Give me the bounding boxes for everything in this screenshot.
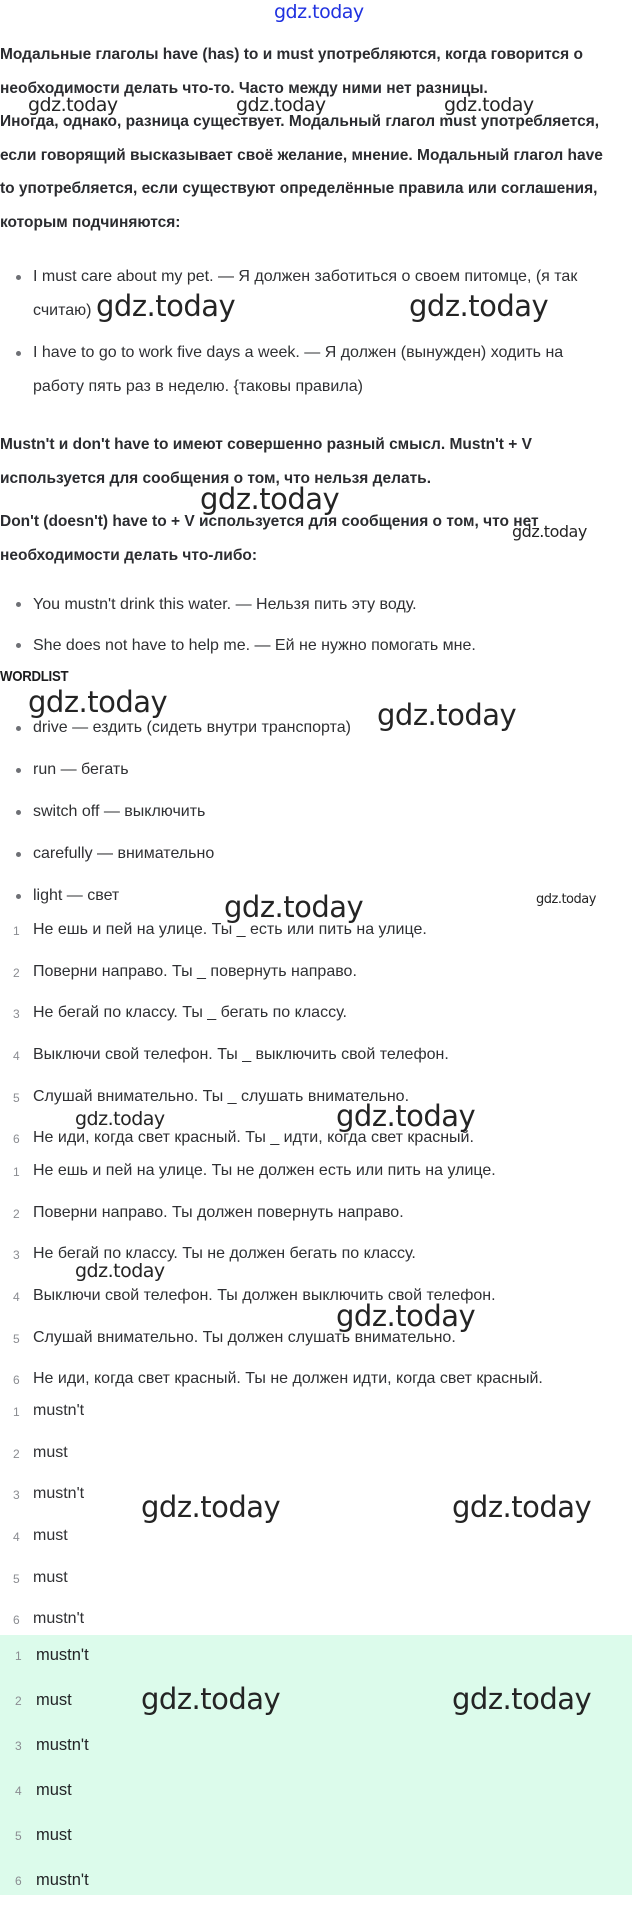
item-number: 5	[13, 1331, 20, 1346]
task-item	[0, 1082, 606, 1124]
answer-text: must	[36, 1826, 72, 1844]
list-item: I must care about my pet. — Я должен заботиться о своем питомце, (я так считаю)	[0, 260, 606, 328]
answer-text: must	[36, 1781, 72, 1799]
task-item	[0, 957, 606, 999]
item-number: 3	[13, 1007, 20, 1022]
answer-text: mustn't	[36, 1736, 89, 1754]
answers-list	[0, 1396, 606, 1646]
item-number: 5	[13, 1571, 20, 1586]
intro-paragraph-2: Иногда, однако, разница существует. Модальный глагол must употребляется, если говорящий высказывает своё желание, мнение. Модальный глагол have to употребляется, если существуют определённые правила или соглашения, которым подчиняются:	[0, 113, 603, 231]
item-number: 3	[13, 1248, 20, 1263]
negatives-paragraph-2: Don't (doesn't) have to + V используется для сообщения о том, что нет необходимости делать что-либо:	[0, 513, 539, 564]
task-item	[0, 998, 606, 1040]
item-number: 2	[13, 1446, 20, 1461]
answer-item	[0, 1730, 606, 1775]
answer-item	[0, 1563, 606, 1605]
answer-text: must	[33, 1568, 68, 1586]
watermark: gdz.today	[536, 892, 596, 907]
item-number: 4	[15, 1784, 22, 1798]
item-number: 5	[13, 1090, 20, 1105]
negatives-examples-list	[0, 584, 606, 666]
watermark: gdz.today	[452, 1490, 592, 1524]
task-text: Не иди, когда свет красный. Ты _ идти, когда свет красный.	[33, 1129, 474, 1147]
answer-item	[0, 1775, 606, 1820]
watermark: gdz.today	[377, 698, 517, 732]
answer-text: mustn't	[36, 1646, 89, 1664]
item-number: 3	[15, 1739, 22, 1753]
item-number: 2	[13, 1206, 20, 1221]
wordlist-item: carefully — внимательно	[0, 833, 606, 875]
translation-text: Не ешь и пей на улице. Ты не должен есть или пить на улице.	[33, 1162, 496, 1179]
task-list	[0, 915, 606, 1165]
item-number: 1	[13, 924, 20, 938]
translation-text: Выключи свой телефон. Ты должен выключить свой телефон.	[33, 1287, 496, 1305]
wordlist-item: drive — ездить (сидеть внутри транспорта)	[0, 707, 606, 749]
watermark: gdz.today	[28, 685, 168, 719]
intro-paragraph-1: Модальные глаголы have (has) to и must употребляются, когда говорится о необходимости делать что-то. Часто между ними нет разницы.	[0, 46, 583, 97]
answer-item	[0, 1521, 606, 1563]
answer-item	[0, 1396, 606, 1438]
watermark: gdz.today	[75, 1260, 165, 1282]
watermark: gdz.today	[444, 94, 534, 116]
item-number: 2	[15, 1694, 22, 1708]
item-number: 2	[13, 965, 20, 980]
list-item: She does not have to help me. — Ей не нужно помогать мне.	[0, 625, 606, 666]
negatives-paragraph-1: Mustn't и don't have to имеют совершенно разный смысл. Mustn't + V используется для сообщения о том, что нельзя делать.	[0, 436, 532, 487]
item-number: 4	[13, 1530, 20, 1545]
intro-examples-list	[0, 260, 606, 412]
task-text: Выключи свой телефон. Ты _ выключить свой телефон.	[33, 1046, 449, 1064]
translation-text: Не бегай по классу. Ты не должен бегать по классу.	[33, 1245, 416, 1263]
item-number: 6	[13, 1132, 20, 1147]
item-number: 6	[15, 1874, 22, 1888]
translation-text: Поверни направо. Ты должен повернуть направо.	[33, 1203, 404, 1221]
answer-text: must	[36, 1691, 72, 1709]
watermark: gdz.today	[224, 890, 364, 924]
wordlist-item: run — бегать	[0, 749, 606, 791]
watermark: gdz.today	[336, 1099, 476, 1133]
translation-text: Не иди, когда свет красный. Ты не должен идти, когда свет красный.	[33, 1370, 543, 1388]
item-number: 3	[13, 1488, 20, 1503]
translation-item	[0, 1156, 606, 1198]
list-item: I have to go to work five days a week. — Я должен (вынужден) ходить на работу пять раз в неделю. {таковы правила)	[0, 336, 606, 404]
answer-text: mustn't	[33, 1610, 85, 1628]
answer-text: must	[33, 1443, 68, 1461]
watermark: gdz.today	[141, 1682, 281, 1716]
answer-item	[0, 1479, 606, 1524]
item-number: 4	[13, 1049, 20, 1064]
item-number: 1	[13, 1165, 20, 1179]
task-text: Слушай внимательно. Ты _ слушать внимательно.	[33, 1087, 410, 1105]
watermark: gdz.today	[452, 1682, 592, 1716]
list-item: You mustn't drink this water. — Нельзя пить эту воду.	[0, 584, 606, 625]
answer-item	[0, 1820, 606, 1865]
watermark: gdz.today	[28, 94, 118, 116]
task-item	[0, 1040, 606, 1082]
wordlist-item: switch off — выключить	[0, 791, 606, 833]
watermark: gdz.today	[512, 522, 587, 541]
answer-item	[0, 1640, 606, 1685]
wordlist-title: WORDLIST	[0, 668, 69, 685]
answer-text: must	[33, 1527, 68, 1545]
answer-text: mustn't	[33, 1402, 85, 1419]
answer-item	[0, 1682, 606, 1730]
translation-text: Слушай внимательно. Ты должен слушать внимательно.	[33, 1328, 456, 1346]
watermark: gdz.today	[96, 289, 236, 323]
translation-list	[0, 1156, 606, 1406]
wordlist-item: light — свет	[0, 875, 606, 917]
site-logo[interactable]: gdz.today	[274, 1, 364, 23]
watermark: gdz.today	[336, 1299, 476, 1333]
answer-text: mustn't	[36, 1871, 89, 1889]
translation-item	[0, 1281, 606, 1323]
highlighted-answers-list	[0, 1640, 606, 1910]
task-item	[0, 915, 606, 957]
item-number: 6	[13, 1613, 20, 1628]
item-number: 6	[13, 1373, 20, 1388]
item-number: 1	[13, 1405, 20, 1419]
wordlist	[0, 707, 606, 917]
item-number: 4	[13, 1290, 20, 1305]
item-number: 1	[15, 1649, 22, 1663]
watermark: gdz.today	[75, 1108, 165, 1130]
watermark: gdz.today	[409, 289, 549, 323]
answer-text: mustn't	[33, 1485, 85, 1503]
watermark: gdz.today	[141, 1490, 281, 1524]
translation-item	[0, 1239, 606, 1281]
item-number: 5	[15, 1829, 22, 1843]
translation-item	[0, 1198, 606, 1240]
watermark: gdz.today	[200, 482, 340, 516]
answer-item	[0, 1438, 606, 1480]
task-text: Поверни направо. Ты _ повернуть направо.	[33, 962, 357, 980]
task-text: Не ешь и пей на улице. Ты _ есть или пить на улице.	[33, 921, 427, 938]
translation-item	[0, 1323, 606, 1365]
watermark: gdz.today	[236, 94, 326, 116]
task-text: Не бегай по классу. Ты _ бегать по классу.	[33, 1004, 347, 1022]
answer-item	[0, 1865, 606, 1910]
